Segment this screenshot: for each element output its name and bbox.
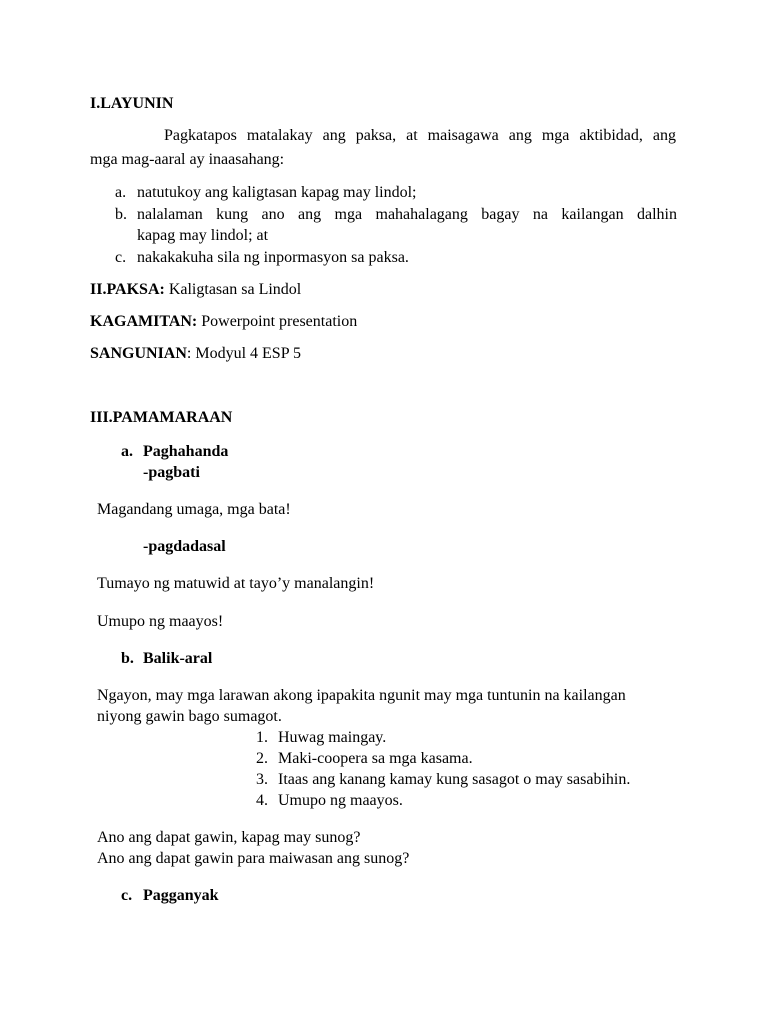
objective-item-continuation: kapag may lindol; at	[137, 227, 269, 244]
rule-number: 4.	[256, 792, 268, 809]
prayer-line: Tumayo ng matuwid at tayo’y manalangin!	[97, 575, 375, 592]
sit-line: Umupo ng maayos!	[97, 613, 224, 630]
rule-number: 3.	[256, 771, 268, 788]
paksa-line: II.PAKSA: Kaligtasan sa Lindol	[90, 281, 302, 298]
step-marker: b.	[121, 650, 134, 667]
rule-number: 2.	[256, 750, 268, 767]
rule-number: 1.	[256, 729, 268, 746]
question-line: Ano ang dapat gawin, kapag may sunog?	[97, 829, 361, 846]
intro-paragraph-line1: Pagkatapos matalakay ang paksa, at maisagawa ang mga aktibidad, ang	[164, 127, 676, 144]
rule-item: Umupo ng maayos.	[278, 792, 403, 809]
rule-item: Maki-coopera sa mga kasama.	[278, 750, 473, 767]
section-heading-pamamaraan: III.PAMAMARAAN	[90, 409, 233, 426]
rule-item: Huwag maingay.	[278, 729, 387, 746]
kagamitan-line: KAGAMITAN: Powerpoint presentation	[90, 313, 358, 330]
question-line: Ano ang dapat gawin para maiwasan ang sunog?	[97, 850, 410, 867]
substep-pagbati: -pagbati	[143, 464, 200, 481]
intro-paragraph-line2: mga mag-aaral ay inaasahang:	[90, 151, 285, 168]
objective-item: natutukoy ang kaligtasan kapag may lindol;	[137, 184, 417, 201]
rule-item: Itaas ang kanang kamay kung sasagot o may sasabihin.	[278, 771, 631, 788]
step-marker: a.	[121, 443, 133, 460]
sangunian-line: SANGUNIAN: Modyul 4 ESP 5	[90, 345, 301, 362]
objective-item: nakakakuha sila ng inpormasyon sa paksa.	[137, 249, 409, 266]
objective-marker: b.	[115, 206, 127, 223]
step-title-pagganyak: Pagganyak	[143, 887, 219, 904]
objective-item: nalalaman kung ano ang mga mahahalagang bagay na kailangan dalhin	[137, 206, 677, 223]
objective-marker: c.	[115, 249, 127, 266]
step-marker: c.	[121, 887, 133, 904]
section-heading-layunin: I.LAYUNIN	[90, 95, 174, 112]
step-title-paghahanda: Paghahanda	[143, 443, 229, 460]
step-title-balik-aral: Balik-aral	[143, 650, 213, 667]
balik-aral-paragraph-line1: Ngayon, may mga larawan akong ipapakita ngunit may mga tuntunin na kailangan	[97, 687, 626, 704]
balik-aral-paragraph-line2: niyong gawin bago sumagot.	[97, 708, 282, 725]
objective-marker: a.	[115, 184, 127, 201]
greeting-line: Magandang umaga, mga bata!	[97, 501, 291, 518]
substep-pagdadasal: -pagdadasal	[143, 538, 226, 555]
